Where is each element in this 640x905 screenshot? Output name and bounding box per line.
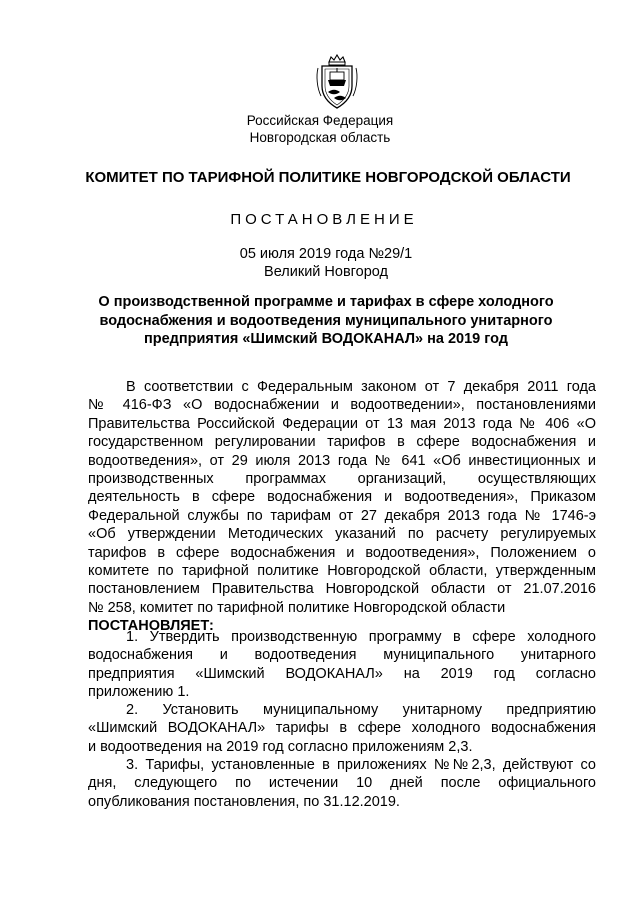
region-name: Новгородская область bbox=[249, 130, 391, 145]
coat-of-arms-emblem bbox=[314, 54, 360, 110]
paragraph-line: дня, следующего по истечении 10 дней после официального bbox=[88, 775, 596, 792]
paragraph-line: № 416-ФЗ «О водоснабжении и водоотведении», постановлениями bbox=[88, 397, 596, 414]
paragraph-line: «Шимский ВОДОКАНАЛ» тарифы в сфере холодного водоснабжения bbox=[88, 720, 596, 737]
paragraph-line: государственном регулировании тарифов в сфере водоснабжения и bbox=[88, 434, 596, 451]
paragraph-line: приложению 1. bbox=[88, 684, 190, 701]
item-1-paragraph bbox=[88, 628, 596, 702]
item-3-paragraph bbox=[88, 756, 596, 811]
paragraph-line: 2. Установить муниципальному унитарному предприятию bbox=[126, 702, 596, 718]
paragraph-line: водоснабжения и водоотведения муниципального унитарного bbox=[88, 647, 596, 664]
paragraph-line: 1. Утвердить производственную программу в сфере холодного bbox=[126, 629, 596, 645]
resolves-heading: ПОСТАНОВЛЯЕТ: bbox=[88, 618, 214, 635]
committee-name: КОМИТЕТ ПО ТАРИФНОЙ ПОЛИТИКЕ НОВГОРОДСКОЙ ОБЛАСТИ bbox=[85, 169, 571, 186]
paragraph-line: деятельность в сфере водоснабжения и водоотведения», Приказом bbox=[88, 489, 596, 506]
preamble-paragraph bbox=[88, 378, 596, 635]
paragraph-line: опубликования постановления, по 31.12.2019. bbox=[88, 793, 400, 810]
paragraph-line: Правительства Российской Федерации от 13 мая 2013 года № 406 «О bbox=[88, 415, 596, 432]
paragraph-line: комитете по тарифной политике Новгородской области, утвержденным bbox=[88, 562, 596, 579]
paragraph-line: В соответствии с Федеральным законом от 7 декабря 2011 года bbox=[126, 379, 596, 395]
document-date-number: 05 июля 2019 года №29/1 bbox=[239, 246, 413, 262]
paragraph-line: и водоотведения на 2019 год согласно приложениям 2,3. bbox=[88, 738, 473, 755]
paragraph-line: № 258, комитет по тарифной политике Новгородской области bbox=[88, 599, 506, 616]
document-title bbox=[6, 293, 640, 349]
document-city: Великий Новгород bbox=[264, 264, 388, 280]
document-type: ПОСТАНОВЛЕНИЕ bbox=[230, 211, 418, 228]
title-line: О производственной программе и тарифах в сфере холодного bbox=[98, 294, 554, 310]
title-line: водоснабжения и водоотведения муниципального унитарного bbox=[99, 312, 553, 329]
paragraph-line: производственных программах организаций, осуществляющих bbox=[88, 470, 596, 487]
paragraph-line: постановлением Правительства Новгородской области от 21.07.2016 bbox=[88, 581, 596, 598]
title-line: предприятия «Шимский ВОДОКАНАЛ» на 2019 год bbox=[143, 331, 508, 347]
paragraph-line: 3. Тарифы, установленные в приложениях №№2,3, действуют со bbox=[126, 757, 596, 773]
paragraph-line: водоотведения», от 29 июля 2013 года № 641 «Об инвестиционных и bbox=[88, 452, 596, 469]
paragraph-line: «Об утверждении Методических указаний по расчету регулируемых bbox=[88, 526, 596, 543]
item-2-paragraph bbox=[88, 701, 596, 756]
paragraph-line: тарифов в сфере водоснабжения и водоотведения», Положением о bbox=[88, 544, 596, 561]
paragraph-line: Федеральной службы по тарифам от 27 декабря 2013 года № 1746-э bbox=[88, 507, 596, 524]
country-name: Российская Федерация bbox=[246, 113, 394, 128]
paragraph-line: предприятия «Шимский ВОДОКАНАЛ» на 2019 год согласно bbox=[88, 665, 596, 682]
